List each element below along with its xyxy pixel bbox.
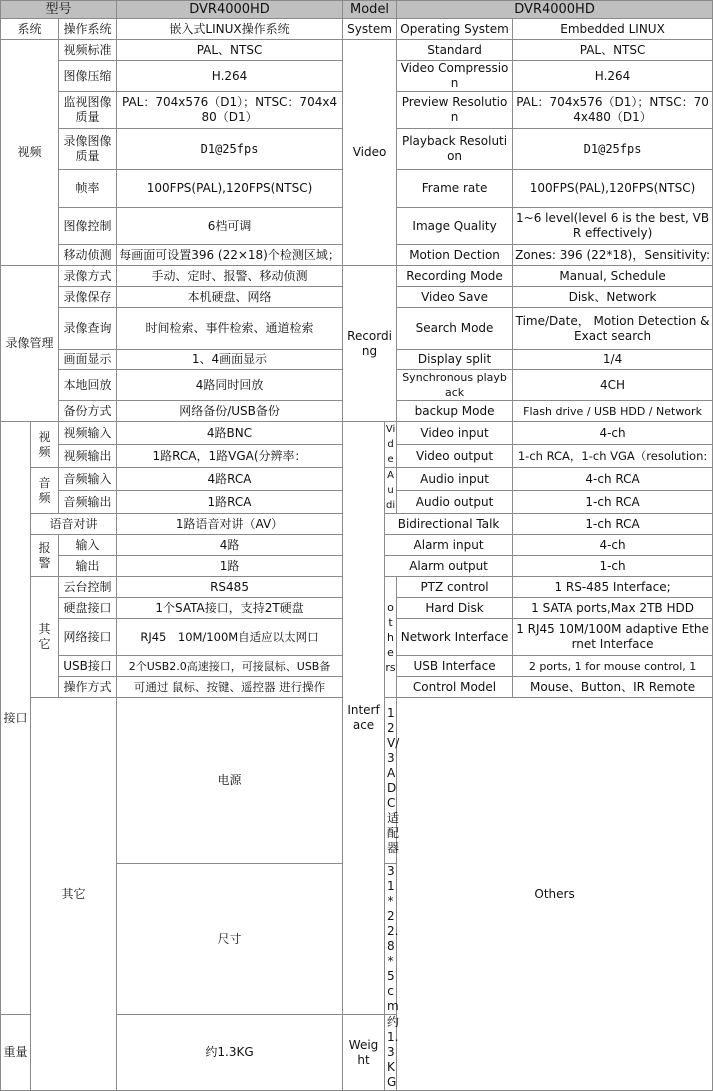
zh-label: 图像压缩 [59, 61, 117, 92]
zh-value: 4路同时回放 [117, 370, 343, 401]
en-label: Recording Mode [397, 266, 513, 287]
en-value: 4CH [513, 370, 713, 401]
zh-value: D1@25fps [117, 129, 343, 170]
zh-value: PAL、NTSC [117, 40, 343, 61]
zh-value: 4路 [117, 535, 343, 556]
zh-subcategory-alarm: 报警 [31, 535, 59, 577]
en-value: 约1.3KG [385, 1015, 397, 1091]
zh-value: 1路语音对讲（AV） [117, 514, 343, 535]
en-value: H.264 [513, 61, 713, 92]
en-label: Synchronous playback [397, 370, 513, 401]
en-value: PAL、NTSC [513, 40, 713, 61]
zh-category-interface: 接口 [1, 422, 31, 1015]
en-subcategory-video: Vide [385, 422, 397, 468]
en-label: Playback Resolution [397, 129, 513, 170]
table-row [1, 40, 713, 61]
en-label: Image Quality [397, 208, 513, 245]
zh-value: 1路RCA，1路VGA(分辨率： [117, 445, 343, 468]
en-value: 4-ch [513, 422, 713, 445]
zh-label: 监视图像质量 [59, 92, 117, 129]
en-label: Motion Dection [397, 245, 513, 266]
zh-label: 重量 [1, 1015, 31, 1091]
en-value: D1@25fps [513, 129, 713, 170]
en-value: 4-ch [513, 535, 713, 556]
zh-value: 100FPS(PAL),120FPS(NTSC) [117, 170, 343, 208]
zh-label: 云台控制 [59, 577, 117, 598]
table-row [1, 266, 713, 287]
zh-header-model: DVR4000HD [117, 1, 343, 19]
zh-label: 操作系统 [59, 19, 117, 40]
zh-label: 录像查询 [59, 308, 117, 350]
zh-label: 尺寸 [117, 864, 343, 1015]
en-value: Manual, Schedule [513, 266, 713, 287]
en-value: Embedded LINUX [513, 19, 713, 40]
zh-label: 网络接口 [59, 619, 117, 656]
zh-value: RJ45 10M/100M自适应以太网口 [117, 619, 343, 656]
zh-subcategory-other: 其它 [31, 577, 59, 698]
en-value: 4-ch RCA [513, 468, 713, 491]
en-label: Display split [397, 350, 513, 370]
en-value: Mouse、Button、IR Remote [513, 677, 713, 698]
en-label: Bidirectional Talk [385, 514, 513, 535]
zh-value: RS485 [117, 577, 343, 598]
zh-value: 2个USB2.0高速接口，可接鼠标、USB备 [117, 656, 343, 677]
zh-label: 录像方式 [59, 266, 117, 287]
zh-value: 1个SATA接口，支持2T硬盘 [117, 598, 343, 619]
zh-value: 31*22.8*5cm [385, 864, 397, 1015]
en-value: 1 RS-485 Interface; [513, 577, 713, 598]
table-row [1, 422, 713, 445]
en-subcategory-audio: Audi [385, 468, 397, 514]
zh-label: USB接口 [59, 656, 117, 677]
en-label: PTZ control [397, 577, 513, 598]
zh-label: 音频输入 [59, 468, 117, 491]
en-value: PAL：704x576（D1）；NTSC：704x480（D1） [513, 92, 713, 129]
en-value: 1 RJ45 10M/100M adaptive Ethernet Interface [513, 619, 713, 656]
zh-label: 移动侦测 [59, 245, 117, 266]
zh-value: 手动、定时、报警、移动侦测 [117, 266, 343, 287]
zh-value: H.264 [117, 61, 343, 92]
zh-value: 4路RCA [117, 468, 343, 491]
en-label: USB Interface [397, 656, 513, 677]
zh-label: 备份方式 [59, 401, 117, 422]
zh-value: 每画面可设置396 (22×18)个检测区域； [117, 245, 343, 266]
en-label: Audio output [397, 491, 513, 514]
zh-category-others: 其它 [31, 698, 117, 1091]
zh-label: 画面显示 [59, 350, 117, 370]
en-value: 1-ch RCA [513, 514, 713, 535]
zh-label: 视频输入 [59, 422, 117, 445]
zh-value: 6档可调 [117, 208, 343, 245]
en-value: Time/Date， Motion Detection & Exact search [513, 308, 713, 350]
en-value: 1/4 [513, 350, 713, 370]
zh-header-type: 型号 [1, 1, 117, 19]
en-label: Standard [397, 40, 513, 61]
en-category-system: System [343, 19, 397, 40]
zh-label: 录像保存 [59, 287, 117, 308]
en-label: Audio input [397, 468, 513, 491]
en-label: Hard Disk [397, 598, 513, 619]
en-label: Preview Resolution [397, 92, 513, 129]
zh-value: 1路 [117, 556, 343, 577]
zh-value: 可通过 鼠标、按键、遥控器 进行操作 [117, 677, 343, 698]
en-label: Network Interface [397, 619, 513, 656]
en-header-type: Model [343, 1, 397, 19]
zh-label: 输入 [59, 535, 117, 556]
zh-label: 视频输出 [59, 445, 117, 468]
zh-label: 硬盘接口 [59, 598, 117, 619]
en-category-video: Video [343, 40, 397, 266]
zh-value: 1、4画面显示 [117, 350, 343, 370]
en-label: Weight [343, 1015, 385, 1091]
en-value: 1 SATA ports,Max 2TB HDD [513, 598, 713, 619]
zh-value: 时间检索、事件检索、通道检索 [117, 308, 343, 350]
zh-label: 帧率 [59, 170, 117, 208]
zh-label: 音频输出 [59, 491, 117, 514]
zh-subcategory-audio: 音频 [31, 468, 59, 514]
en-label: Alarm input [385, 535, 513, 556]
en-value: 1-ch [513, 556, 713, 577]
en-value: Zones: 396 (22*18)，Sensitivity: [513, 245, 713, 266]
zh-label: 视频标准 [59, 40, 117, 61]
en-value: 1-ch RCA [513, 491, 713, 514]
en-label: Video input [397, 422, 513, 445]
zh-label: 语音对讲 [31, 514, 117, 535]
en-value: 2 ports, 1 for mouse control, 1 [513, 656, 713, 677]
en-category-recording: Recording [343, 266, 397, 422]
zh-value: 12V/3A DC适配器 [385, 698, 397, 864]
zh-value: 约1.3KG [117, 1015, 343, 1091]
zh-category-recording: 录像管理 [1, 266, 59, 422]
en-category-others: Others [397, 698, 713, 1091]
zh-value: 网络备份/USB备份 [117, 401, 343, 422]
en-value: 100FPS(PAL),120FPS(NTSC) [513, 170, 713, 208]
zh-value: 1路RCA [117, 491, 343, 514]
zh-category-system: 系统 [1, 19, 59, 40]
en-header-model: DVR4000HD [397, 1, 713, 19]
zh-label: 图像控制 [59, 208, 117, 245]
zh-subcategory-video: 视频 [31, 422, 59, 468]
header-row [1, 1, 713, 19]
zh-label: 本地回放 [59, 370, 117, 401]
en-subcategory-others: others [385, 577, 397, 698]
table-row [1, 19, 713, 40]
zh-value: 嵌入式LINUX操作系统 [117, 19, 343, 40]
en-label: backup Mode [397, 401, 513, 422]
en-label: Operating System [397, 19, 513, 40]
zh-value: 本机硬盘、网络 [117, 287, 343, 308]
en-label: Video output [397, 445, 513, 468]
zh-category-video: 视频 [1, 40, 59, 266]
en-value: 1~6 level(level 6 is the best, VBR effectively) [513, 208, 713, 245]
en-value: Flash drive / USB HDD / Network [513, 401, 713, 422]
en-label: Video Compression [397, 61, 513, 92]
en-label: Control Model [397, 677, 513, 698]
en-value: 1-ch RCA，1-ch VGA（resolution: [513, 445, 713, 468]
zh-label: 操作方式 [59, 677, 117, 698]
zh-value: PAL：704x576（D1）；NTSC：704x480（D1） [117, 92, 343, 129]
zh-label: 输出 [59, 556, 117, 577]
en-label: Search Mode [397, 308, 513, 350]
zh-value: 4路BNC [117, 422, 343, 445]
zh-label: 录像图像质量 [59, 129, 117, 170]
en-value: Disk、Network [513, 287, 713, 308]
en-label: Alarm output [385, 556, 513, 577]
en-label: Frame rate [397, 170, 513, 208]
en-label: Video Save [397, 287, 513, 308]
zh-label: 电源 [117, 698, 343, 864]
en-category-interface: Interface [343, 422, 385, 1015]
